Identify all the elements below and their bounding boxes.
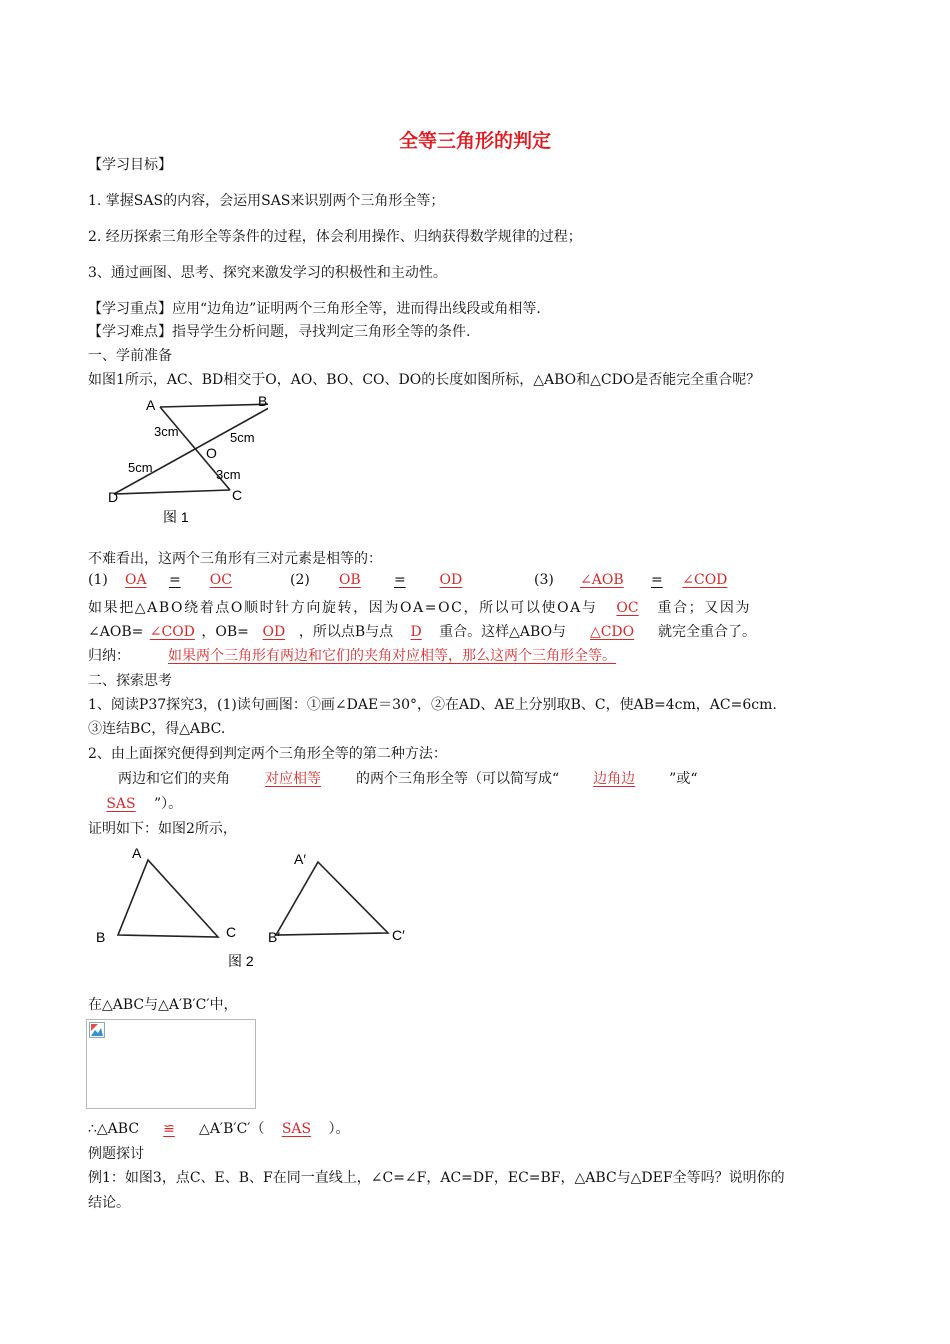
explore-1-line-b: ③连结BC，得△ABC. xyxy=(88,721,226,737)
difficulty: 【学习难点】指导学生分析问题，寻找判定三角形全等的条件. xyxy=(88,324,471,340)
summary-answer: 如果两个三角形有两边和它们的夹角对应相等，那么这两个三角形全等。 xyxy=(168,648,616,664)
point-b-label-fig2: B xyxy=(96,929,106,945)
pair-3 xyxy=(534,572,746,588)
rotate-text-2e: 就完全重合了。 xyxy=(658,624,757,640)
therefore-blank-congruent: ≌ xyxy=(163,1121,175,1137)
segment-bd xyxy=(114,404,268,494)
point-c-prime-label: C′ xyxy=(392,927,405,943)
point-o-label: O xyxy=(206,445,217,461)
pair-3-num: (3) xyxy=(534,572,554,588)
triangle-abc xyxy=(118,860,218,937)
point-a-label-fig2: A xyxy=(132,845,142,861)
rotate-blank-d: D xyxy=(410,624,422,640)
rotate-blank-oc: OC xyxy=(616,600,639,616)
method-text-c: ”或“ xyxy=(669,771,698,787)
point-b-label: B xyxy=(258,393,268,409)
point-c-label: C xyxy=(232,487,243,503)
method-text-a: 两边和它们的夹角 xyxy=(118,771,230,787)
point-a-prime-label: A′ xyxy=(294,851,306,867)
method-blank-sas: SAS xyxy=(106,796,136,812)
pair-1-left-blank: OA xyxy=(125,572,147,588)
goal-item-3: 3、通过画图、思考、探究来激发学习的积极性和主动性。 xyxy=(88,265,447,281)
fig1-question: 如图1所示，AC、BD相交于O，AO、BO、CO、DO的长度如图所标，△ABO和△CDO是否能完全重合呢？ xyxy=(88,372,761,388)
example-1-line-b: 结论。 xyxy=(88,1195,130,1211)
point-b-prime-label: B′ xyxy=(268,929,280,945)
key-point: 【学习重点】应用“边角边”证明两个三角形全等，进而得出线段或角相等. xyxy=(88,301,541,317)
length-co-label: 3cm xyxy=(216,467,241,482)
method-text-b: 的两个三角形全等（可以简写成“ xyxy=(356,771,560,787)
rotate-text-1b: 重合；又因为 xyxy=(657,600,752,616)
proof-intro: 证明如下：如图2所示， xyxy=(88,821,237,837)
page-title: 全等三角形的判定 xyxy=(398,130,551,152)
point-a-label: A xyxy=(146,397,156,413)
pair-1-num: (1) xyxy=(88,572,108,588)
figure-2 xyxy=(88,840,428,970)
rotate-line-1 xyxy=(88,597,751,617)
rotate-text-2b: ，OB= xyxy=(201,624,249,640)
method-text-d: ”）。 xyxy=(154,796,183,812)
example-header: 例题探讨 xyxy=(88,1146,144,1162)
goal-item-2: 2. 经历探索三角形全等条件的过程，体会利用操作、归纳获得数学规律的过程； xyxy=(88,229,582,245)
pair-2-num: (2) xyxy=(290,572,310,588)
rotate-blank-cod: ∠COD xyxy=(149,624,195,640)
pair-3-eq: = xyxy=(650,572,663,588)
goals-header: 【学习目标】 xyxy=(88,157,172,173)
summary-label: 归纳： xyxy=(88,648,130,664)
pair-2-left-blank: OB xyxy=(338,572,361,588)
triangle-a2b2c2 xyxy=(276,862,388,935)
length-bo-label: 5cm xyxy=(230,430,255,445)
broken-image-icon xyxy=(89,1022,105,1038)
pair-3-left-blank: ∠AOB xyxy=(580,572,624,588)
therefore-blank-sas: SAS xyxy=(281,1121,312,1137)
section-1-heading: 一、学前准备 xyxy=(88,348,172,364)
explore-2: 2、由上面探究便得到判定两个三角形全等的第二种方法： xyxy=(88,746,447,762)
method-line-2 xyxy=(88,793,182,813)
therefore-line xyxy=(88,1118,349,1138)
pair-1 xyxy=(88,572,256,588)
figure-2-caption: 图 2 xyxy=(228,953,254,969)
pair-3-right-blank: ∠COD xyxy=(682,572,728,588)
segment-ab xyxy=(160,404,268,407)
rotate-text-2a: ∠AOB= xyxy=(88,624,144,640)
length-do-label: 5cm xyxy=(128,460,153,475)
section-2-heading: 二、探索思考 xyxy=(88,673,172,689)
figure-1 xyxy=(108,392,268,532)
in-triangles: 在△ABC与△A′B′C′中， xyxy=(88,997,238,1013)
pair-2-eq: = xyxy=(393,572,406,588)
rotate-text-1a: 如果把△ABO绕着点O顺时针方向旋转，因为OA=OC，所以可以使OA与 xyxy=(88,600,598,616)
rotate-line-2 xyxy=(88,621,756,641)
method-blank-sas-cn: 边角边 xyxy=(593,771,636,787)
point-d-label: D xyxy=(108,489,119,505)
pair-1-right-blank: OC xyxy=(209,572,232,588)
pair-2-right-blank: OD xyxy=(439,572,463,588)
rotate-text-2d: 重合。这样△ABO与 xyxy=(439,624,567,640)
goal-item-1: 1. 掌握SAS的内容，会运用SAS来识别两个三角形全等； xyxy=(88,193,445,209)
rotate-blank-od: OD xyxy=(262,624,286,640)
segment-dc xyxy=(114,490,230,494)
therefore-text-a: ∴△ABC xyxy=(88,1121,140,1137)
example-1-line-a: 例1：如图3，点C、E、B、F在同一直线上，∠C=∠F，AC=DF，EC=BF，△ABC与△DEF全等吗？说明你的 xyxy=(88,1170,785,1186)
method-blank-corresponding: 对应相等 xyxy=(265,771,321,787)
explore-1-line-a: 1、阅读P37探究3，(1)读句画图：①画∠DAE＝30°，②在AD、AE上分别取B、C，使AB=4cm，AC=6cm. xyxy=(88,697,777,713)
pair-1-eq: = xyxy=(168,572,181,588)
therefore-text-b: △A′B′C′（ xyxy=(199,1121,265,1137)
length-ao-label: 3cm xyxy=(154,424,179,439)
point-c-label-fig2: C xyxy=(226,924,237,940)
rotate-blank-cdo: △CDO xyxy=(589,624,635,640)
figure-1-caption: 图 1 xyxy=(163,509,189,525)
summary xyxy=(88,645,616,665)
observe-text: 不难看出，这两个三角形有三对元素是相等的： xyxy=(88,551,382,567)
method-line xyxy=(118,768,698,788)
pair-2 xyxy=(290,572,492,588)
rotate-text-2c: ，所以点B与点 xyxy=(298,624,394,640)
missing-image-frame xyxy=(86,1019,256,1109)
therefore-text-c: ）。 xyxy=(328,1121,350,1137)
